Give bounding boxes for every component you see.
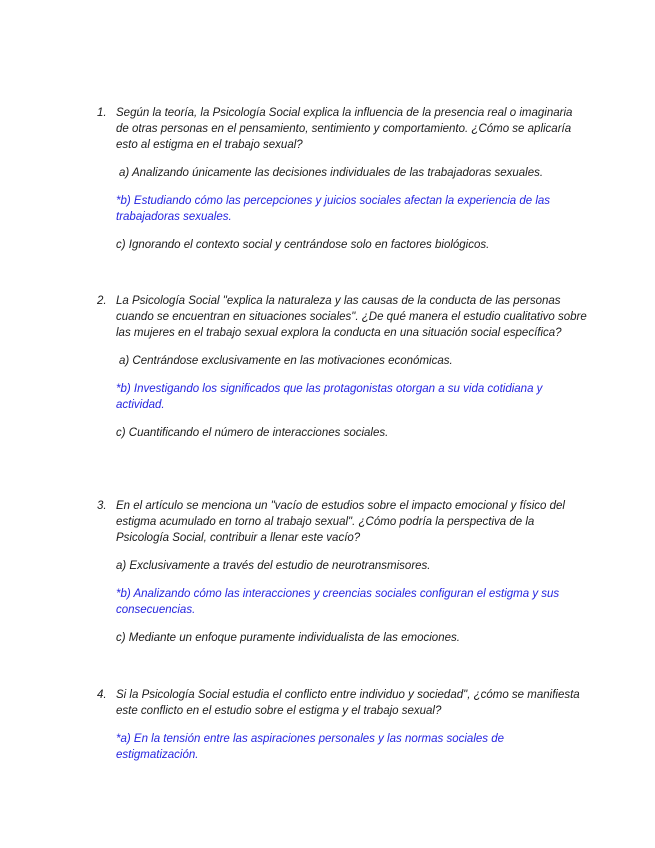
option-c: c) Cuantificando el número de interacciones sociales. [116,427,389,439]
question-3 [97,498,587,646]
option-b-correct: *b) Estudiando cómo las percepciones y juicios sociales afectan la experiencia de las trabajadoras sexuales. [116,195,551,223]
option-a-correct: *a) En la tensión entre las aspiraciones personales y las normas sociales de estigmatización. [116,733,505,761]
question-1 [97,105,587,253]
option-b-correct: *b) Analizando cómo las interacciones y creencias sociales configuran el estigma y sus consecuencias. [116,588,560,616]
option-a: a) Analizando únicamente las decisiones individuales de las trabajadoras sexuales. [119,167,544,179]
question-number: 4. [97,689,107,701]
option-a: a) Centrándose exclusivamente en las motivaciones económicas. [119,355,453,367]
option-c: c) Ignorando el contexto social y centrándose solo en factores biológicos. [116,239,490,251]
question-number: 2. [97,295,107,307]
question-number: 3. [97,500,107,512]
question-text: Si la Psicología Social estudia el conflicto entre individuo y sociedad", ¿cómo se manifiesta este conflicto en el estudio sobre el estigma y el trabajo sexual? [116,689,580,717]
question-text: La Psicología Social "explica la naturaleza y las causas de la conducta de las personas cuando se encuentran en situaciones sociales". ¿De qué manera el estudio cualitativo sobre las mujeres en el trabajo sexual explora la conducta en una situación social específica? [116,295,587,339]
question-number: 1. [97,107,107,119]
question-text: Según la teoría, la Psicología Social explica la influencia de la presencia real o imaginaria de otras personas en el pensamiento, sentimiento y comportamiento. ¿Cómo se aplicaría esto al estigma en el trabajo sexual? [116,107,573,151]
question-4 [97,687,587,763]
question-2 [97,293,587,441]
option-a: a) Exclusivamente a través del estudio de neurotransmisores. [116,560,431,572]
question-text: En el artículo se menciona un "vacío de estudios sobre el impacto emocional y físico del estigma acumulado en torno al trabajo sexual". ¿Cómo podría la perspectiva de la Psicología Social, contribuir a llenar este vacío? [116,500,565,544]
option-c: c) Mediante un enfoque puramente individualista de las emociones. [116,632,460,644]
option-b-correct: *b) Investigando los significados que las protagonistas otorgan a su vida cotidiana y actividad. [116,383,543,411]
